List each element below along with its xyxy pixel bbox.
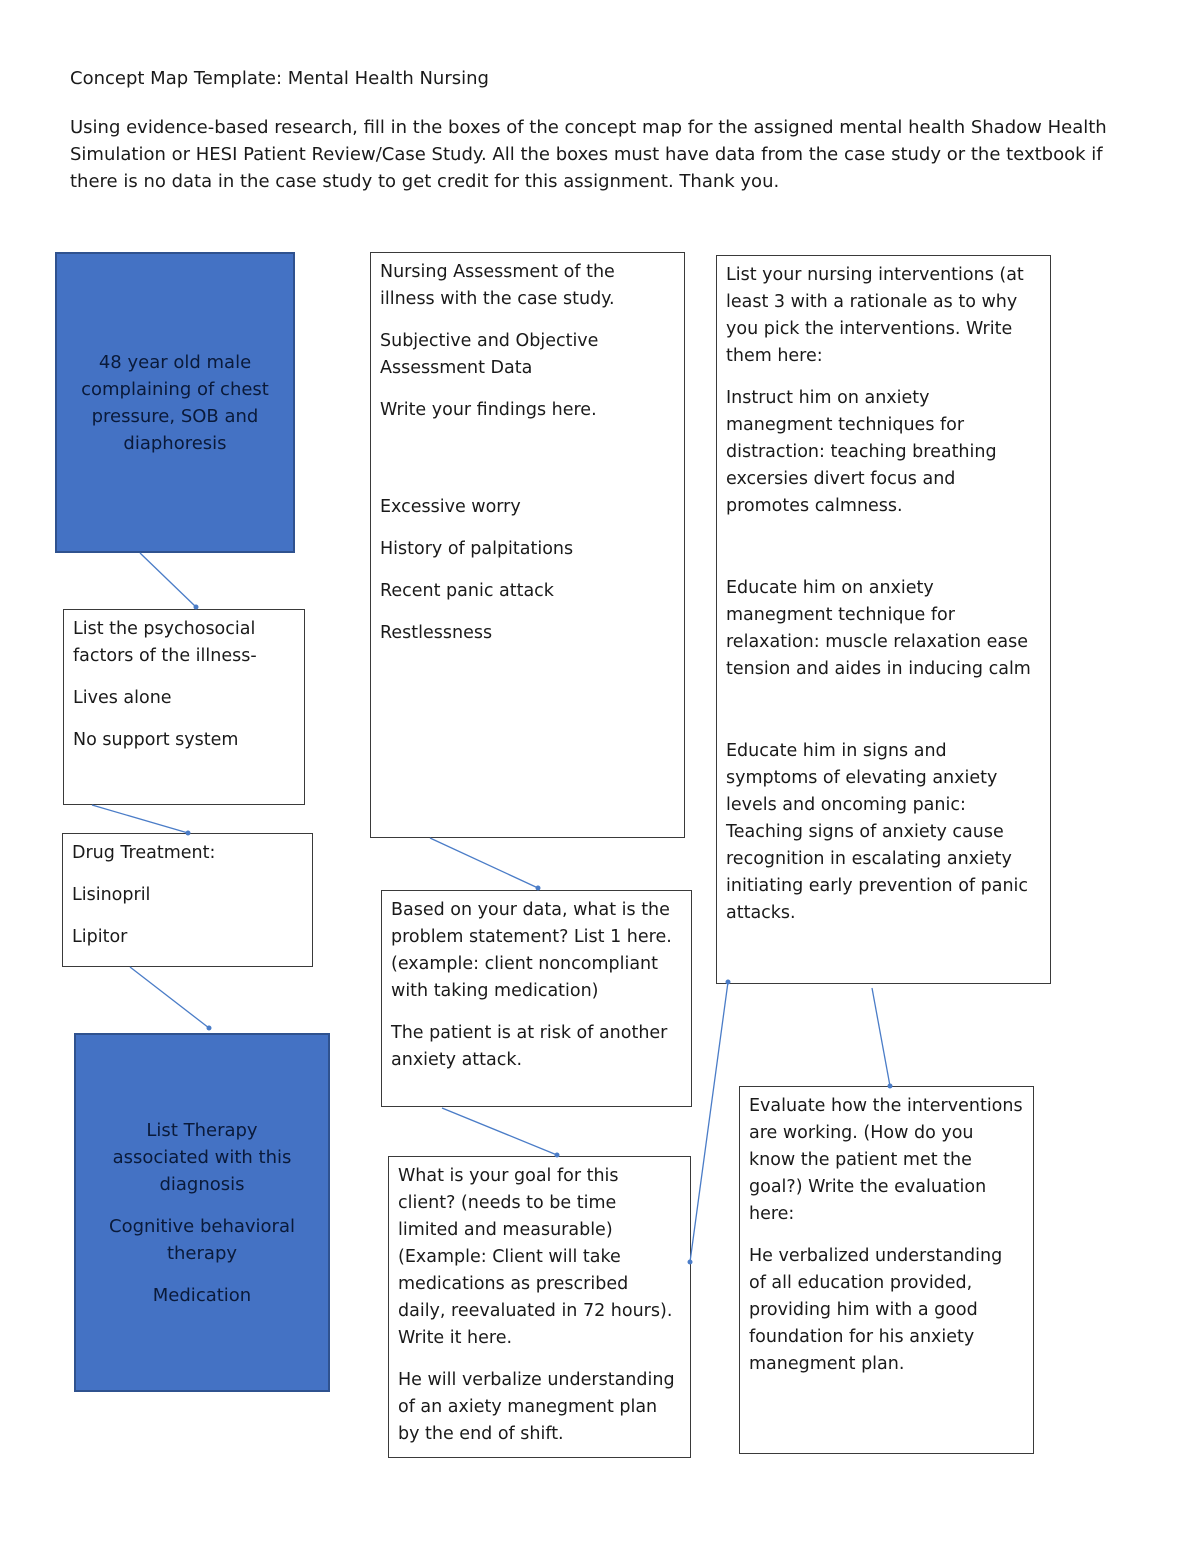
nursing-assessment-box bbox=[370, 252, 685, 838]
drug-item: Lipitor bbox=[72, 927, 128, 947]
interventions-prompt: List your nursing interventions (at least 3 with a rationale as to why you pick the interventions. Write them here: bbox=[726, 265, 1024, 366]
evaluation-prompt: Evaluate how the interventions are working. (How do you know the patient met the goal?) Write the evaluation here: bbox=[749, 1096, 1023, 1224]
evaluation-box bbox=[739, 1086, 1034, 1454]
drug-treatment-prompt: Drug Treatment: bbox=[72, 843, 216, 863]
problem-statement-box bbox=[381, 890, 692, 1107]
arrow-psychosocial-to-drug bbox=[92, 805, 188, 833]
arrow-problem-to-goal bbox=[442, 1108, 557, 1155]
psychosocial-item: No support system bbox=[73, 730, 239, 750]
problem-answer: The patient is at risk of another anxiety attack. bbox=[391, 1023, 668, 1070]
arrow-goal-to-interventions bbox=[690, 982, 728, 1262]
intervention-item: Educate him in signs and symptoms of elevating anxiety levels and oncoming panic: Teaching signs of anxiety cause recognition in escalating anxiety initiating early prevention of panic attacks. bbox=[726, 741, 1029, 923]
problem-prompt: Based on your data, what is the problem statement? List 1 here. (example: client noncompliant with taking medication) bbox=[391, 900, 672, 1001]
therapy-item: Medication bbox=[152, 1284, 252, 1306]
therapy-item: Cognitive behavioral therapy bbox=[109, 1215, 295, 1264]
arrow-interventions-to-evaluation bbox=[872, 988, 890, 1086]
assessment-prompt: Subjective and Objective Assessment Data bbox=[380, 331, 599, 378]
page-title: Concept Map Template: Mental Health Nursing bbox=[70, 68, 489, 89]
goal-prompt: What is your goal for this client? (needs to be time limited and measurable) (Example: Client will take medications as prescribed daily, reevaluated in 72 hours). Write it here. bbox=[398, 1166, 673, 1348]
intervention-item: Educate him on anxiety manegment technique for relaxation: muscle relaxation ease tension and aides in inducing calm bbox=[726, 578, 1031, 679]
patient-presentation-text: 48 year old male complaining of chest pressure, SOB and diaphoresis bbox=[81, 351, 269, 454]
assessment-finding: Restlessness bbox=[380, 623, 493, 643]
therapy-prompt: List Therapy associated with this diagnosis bbox=[112, 1119, 292, 1195]
therapy-box bbox=[74, 1033, 330, 1392]
arrow-patient-to-psychosocial bbox=[140, 553, 196, 607]
evaluation-answer: He verbalized understanding of all education provided, providing him with a good foundation for his anxiety manegment plan. bbox=[749, 1246, 1003, 1374]
assessment-prompt: Nursing Assessment of the illness with the case study. bbox=[380, 262, 615, 309]
psychosocial-prompt: List the psychosocial factors of the illness- bbox=[73, 619, 257, 666]
drug-treatment-box bbox=[62, 833, 313, 967]
assessment-finding: Recent panic attack bbox=[380, 581, 554, 601]
instructions-text: Using evidence-based research, fill in the boxes of the concept map for the assigned mental health Shadow Health Simulation or HESI Patient Review/Case Study. All the boxes must have data from the case study or the textbook if there is no data in the case study to get credit for this assignment. Thank you. bbox=[70, 117, 1107, 192]
assessment-finding: History of palpitations bbox=[380, 539, 574, 559]
goal-answer: He will verbalize understanding of an axiety manegment plan by the end of shift. bbox=[398, 1370, 675, 1444]
goal-box bbox=[388, 1156, 691, 1458]
arrow-drug-to-therapy bbox=[130, 967, 209, 1028]
drug-item: Lisinopril bbox=[72, 885, 151, 905]
intervention-item: Instruct him on anxiety manegment techniques for distraction: teaching breathing excersies divert focus and promotes calmness. bbox=[726, 388, 997, 516]
nursing-interventions-box bbox=[716, 255, 1051, 984]
psychosocial-factors-box bbox=[63, 609, 305, 805]
assessment-finding: Excessive worry bbox=[380, 497, 521, 517]
patient-presentation-box bbox=[55, 252, 295, 553]
psychosocial-item: Lives alone bbox=[73, 688, 172, 708]
arrow-assessment-to-problem bbox=[430, 838, 538, 888]
assessment-prompt: Write your findings here. bbox=[380, 400, 597, 420]
